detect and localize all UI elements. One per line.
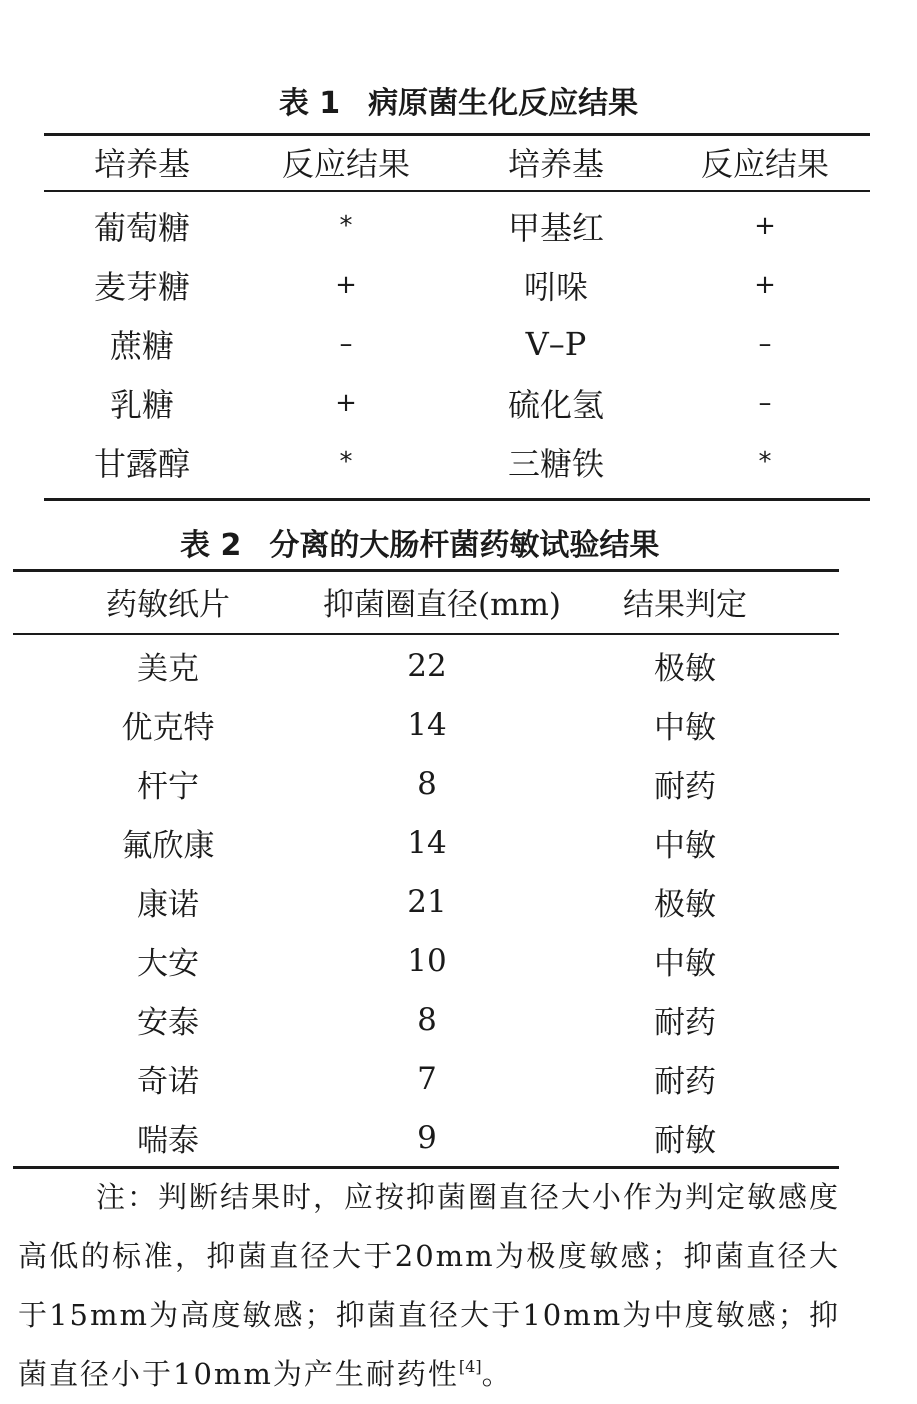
table-row (44, 373, 870, 432)
table2-caption-number: 表 2 (180, 528, 242, 563)
table-row (44, 255, 870, 314)
table1-result: + (754, 269, 776, 300)
table2-diameter: 21 (407, 883, 447, 920)
table2-judgement: 中敏 (654, 710, 716, 746)
note-reference: [4] (458, 1357, 482, 1376)
table2-judgement: 中敏 (654, 946, 716, 982)
table1-result: * (339, 446, 353, 477)
table1-medium: V–P (525, 324, 587, 363)
table2-diameter: 8 (417, 1001, 437, 1038)
table2-diameter: 8 (417, 765, 437, 802)
table2-judgement: 中敏 (654, 828, 716, 864)
table2-diameter: 7 (417, 1060, 437, 1097)
table2-disc: 康诺 (137, 887, 199, 923)
table2 (13, 570, 839, 1167)
table2-judgement: 耐药 (654, 1005, 716, 1041)
table-row (13, 754, 839, 813)
table2-diameter: 14 (407, 706, 447, 743)
table2-judgement: 耐药 (654, 769, 716, 805)
table-row (44, 432, 870, 491)
table1-header-medium-2: 培养基 (507, 145, 604, 183)
table1 (44, 134, 870, 491)
table1-result: – (758, 387, 772, 418)
table1-bottom-rule (44, 498, 870, 501)
table-row (13, 813, 839, 872)
table2-disc: 奇诺 (137, 1064, 199, 1100)
table1-medium: 乳糖 (109, 385, 174, 424)
table2-judgement: 耐药 (654, 1064, 716, 1100)
table2-judgement: 极敏 (654, 651, 716, 687)
table-row (13, 931, 839, 990)
table2-judgement: 耐敏 (654, 1123, 716, 1159)
table-row (13, 1049, 839, 1108)
note-end-mark: 。 (481, 1357, 513, 1391)
table1-result: * (758, 446, 772, 477)
table2-disc: 大安 (137, 946, 199, 982)
table-row (13, 695, 839, 754)
table2-judgement: 极敏 (654, 887, 716, 923)
table1-header-result-1: 反应结果 (281, 145, 410, 183)
table2-diameter: 9 (417, 1119, 437, 1156)
table2-disc: 喘泰 (137, 1123, 199, 1159)
table-row (13, 990, 839, 1049)
table-row (13, 632, 839, 695)
table2-diameter: 10 (407, 942, 447, 979)
table2-disc: 氟欣康 (121, 828, 215, 864)
table1-header-result-2: 反应结果 (700, 145, 829, 183)
table1-caption-number: 表 1 (278, 86, 341, 121)
table1-medium: 三糖铁 (507, 444, 604, 483)
table2-disc: 安泰 (137, 1005, 199, 1041)
table1-result: + (754, 210, 776, 241)
table2-diameter: 14 (407, 824, 447, 861)
table-row (44, 190, 870, 255)
table1-medium: 蔗糖 (109, 326, 174, 365)
table1-result: – (339, 328, 353, 359)
table2-note (18, 1168, 840, 1404)
table2-header-diameter: 抑菌圈直径(mm) (323, 586, 561, 623)
table2-disc: 杆宁 (137, 769, 199, 805)
table2-header-disc: 药敏纸片 (106, 586, 230, 623)
table1-result: – (758, 328, 772, 359)
table1-medium: 麦芽糖 (93, 267, 190, 306)
table1-result: + (335, 269, 357, 300)
table-row (13, 1108, 839, 1167)
table1-medium: 甲基红 (507, 208, 604, 247)
table2-header-judgement: 结果判定 (623, 586, 747, 623)
table1-medium: 吲哚 (523, 267, 588, 306)
table1-medium: 葡萄糖 (93, 208, 190, 247)
table1-medium: 硫化氢 (507, 385, 604, 424)
table1-caption-title: 病原菌生化反应结果 (368, 86, 639, 121)
table2-disc: 优克特 (121, 710, 215, 746)
table2-header-row (13, 570, 839, 632)
table1-result: * (339, 210, 353, 241)
table1-result: + (335, 387, 357, 418)
table-row (44, 314, 870, 373)
table1-medium: 甘露醇 (93, 444, 190, 483)
note-text: 注：判断结果时，应按抑菌圈直径大小作为判定敏感度高低的标准，抑菌直径大于20mm为极度敏感；抑菌直径大于15mm为高度敏感；抑菌直径大于10mm为中度敏感；抑菌直径小于10mm为产生耐药性 (18, 1180, 841, 1391)
table2-caption (180, 520, 659, 564)
table2-diameter: 22 (407, 647, 447, 684)
table1-caption (0, 78, 917, 122)
table1-header-medium-1: 培养基 (93, 145, 190, 183)
table1-header-row (44, 134, 870, 190)
table-row (13, 872, 839, 931)
table2-caption-title: 分离的大肠杆菌药敏试验结果 (269, 528, 660, 563)
table2-disc: 美克 (137, 651, 199, 687)
